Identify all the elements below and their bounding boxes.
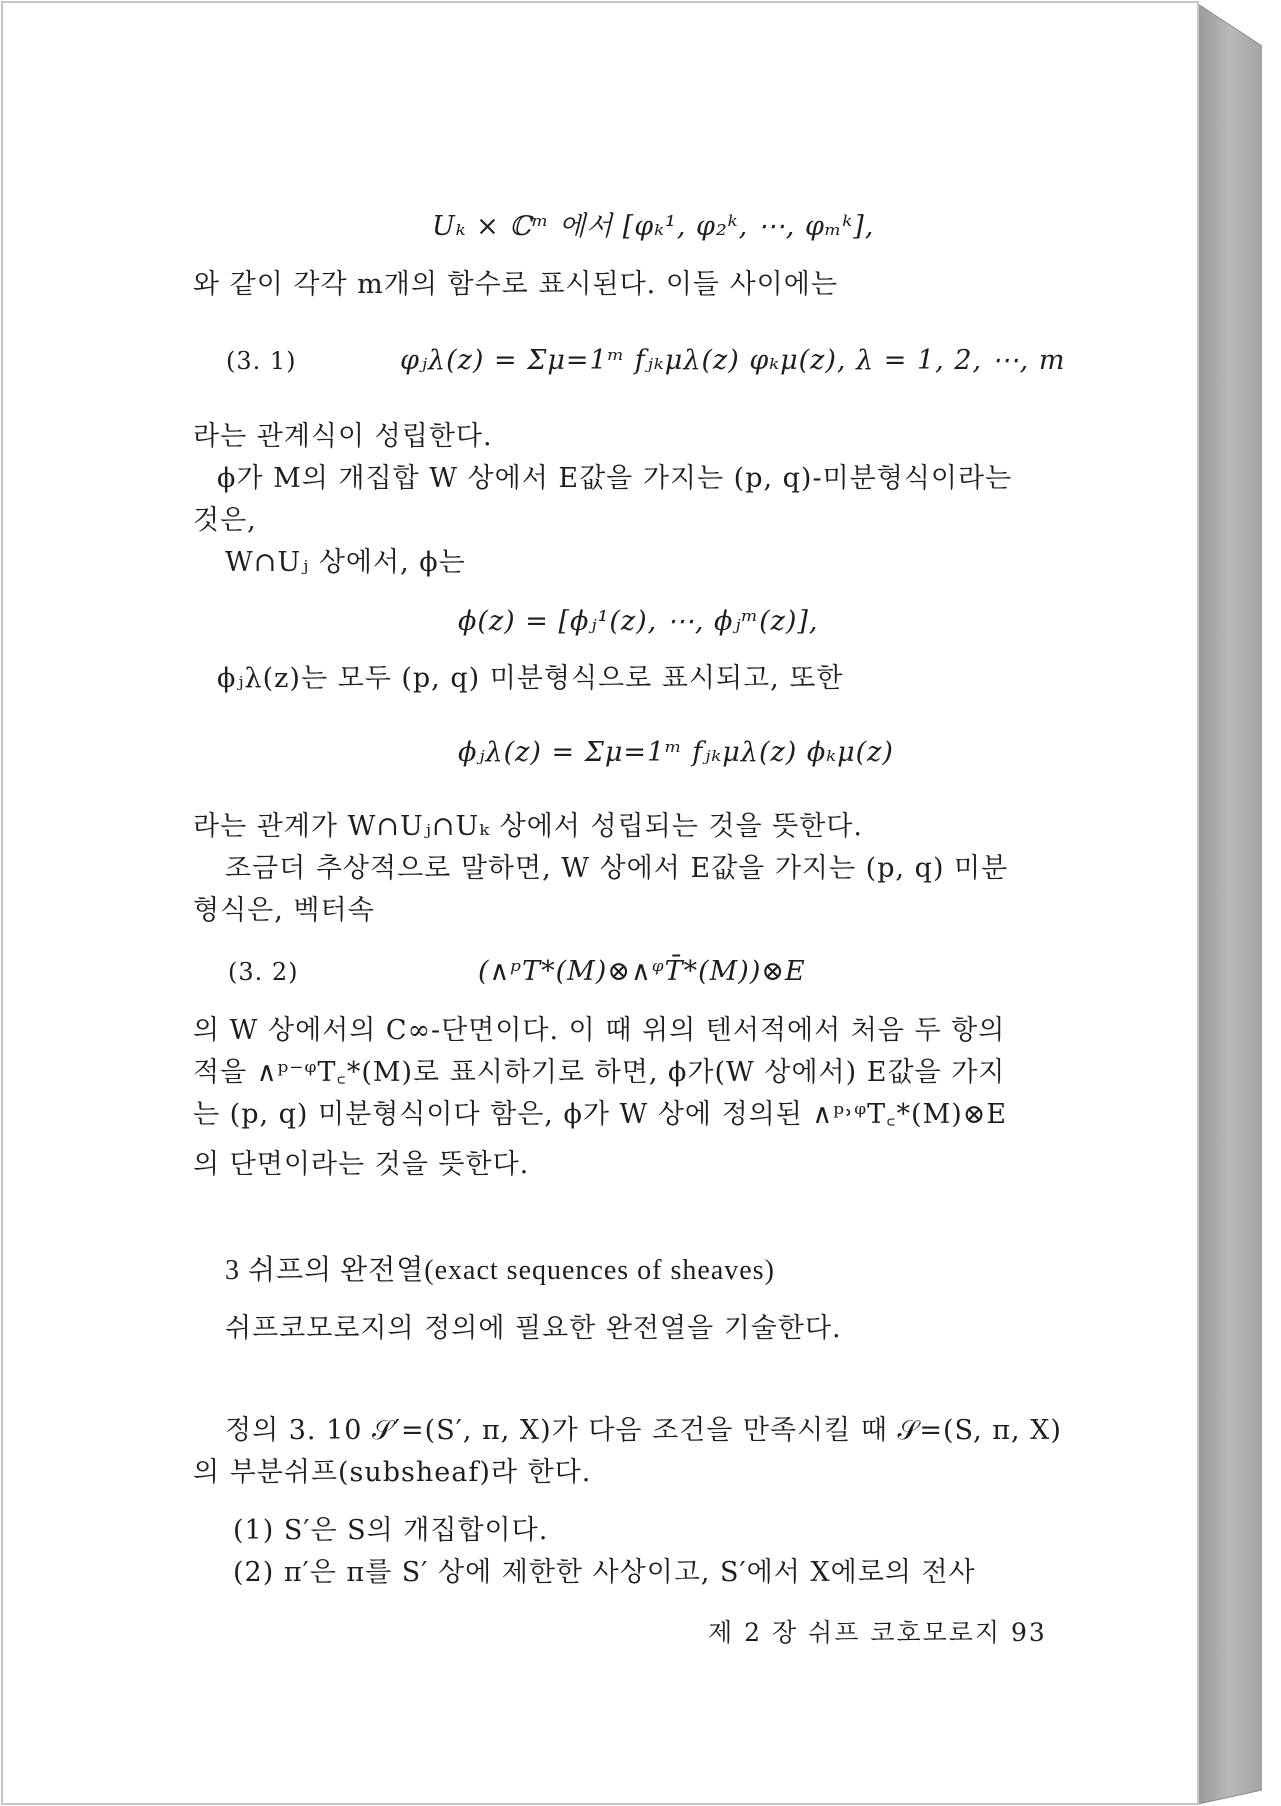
body-text-line: 형식은, 벡터속 — [193, 895, 375, 926]
running-footer: 제 2 장 쉬프 코호모로지 93 — [708, 1618, 1047, 1647]
equation: φⱼλ(z) = Σμ=1ᵐ fⱼₖμλ(z) φₖμ(z), λ = 1, 2, ⋯, m — [400, 345, 1066, 376]
body-text-line: 의 단면이라는 것을 뜻한다. — [193, 1149, 530, 1180]
section-heading: 3 쉬프의 완전열(exact sequences of sheaves) — [225, 1255, 775, 1286]
body-text-line: 적을 ∧ᵖ⁻ᵠT꜀*(M)로 표시하기로 하면, ϕ가(W 상에서) E값을 가지 — [193, 1057, 1006, 1088]
equation: (∧ᵖT*(M)⊗∧ᵠT̄*(M))⊗E — [478, 956, 806, 987]
body-text-line: ϕ가 M의 개집합 W 상에서 E값을 가지는 (p, q)-미분형식이라는 — [217, 463, 1013, 494]
body-text-line: 의 부분쉬프(subsheaf)라 한다. — [193, 1457, 592, 1488]
list-item: (1) S′은 S의 개집합이다. — [233, 1515, 549, 1546]
coordinate-expression: Uₖ × ℂᵐ 에서 [φₖ¹, φ₂ᵏ, ⋯, φₘᵏ], — [432, 211, 875, 242]
page-edge — [1198, 4, 1262, 1804]
body-text-line: 의 W 상에서의 C∞-단면이다. 이 때 위의 텐서적에서 처음 두 항의 — [193, 1015, 1006, 1046]
body-text-line: 라는 관계가 W∩Uⱼ∩Uₖ 상에서 성립되는 것을 뜻한다. — [193, 811, 863, 842]
body-text-line: 라는 관계식이 성립한다. — [193, 421, 493, 452]
body-text-line: 와 같이 각각 m개의 함수로 표시된다. 이들 사이에는 — [193, 269, 838, 300]
body-text-line: ϕⱼλ(z)는 모두 (p, q) 미분형식으로 표시되고, 또한 — [217, 663, 844, 694]
body-text-line: 것은, — [193, 505, 257, 536]
body-text-line: 조금더 추상적으로 말하면, W 상에서 E값을 가지는 (p, q) 미분 — [225, 853, 1009, 884]
equation-number: (3. 1) — [226, 347, 297, 375]
body-text-line: 쉬프코모로지의 정의에 필요한 완전열을 기술한다. — [225, 1313, 842, 1344]
equation: ϕ(z) = [ϕⱼ¹(z), ⋯, ϕⱼᵐ(z)], — [458, 606, 819, 637]
body-text-line: 는 (p, q) 미분형식이다 함은, ϕ가 W 상에 정의된 ∧ᵖ˒ᵠT꜀*(M)⊗E — [193, 1099, 1008, 1130]
equation: ϕⱼλ(z) = Σμ=1ᵐ fⱼₖμλ(z) ϕₖμ(z) — [458, 737, 894, 768]
list-item: (2) π′은 π를 S′ 상에 제한한 사상이고, S′에서 X에로의 전사 — [233, 1557, 976, 1588]
definition-line: 정의 3. 10 𝒮′=(S′, π, X)가 다음 조건을 만족시킬 때 𝒮=(S, π, X) — [225, 1415, 1062, 1446]
body-text-line: W∩Uⱼ 상에서, ϕ는 — [225, 547, 466, 578]
equation-number: (3. 2) — [228, 958, 299, 986]
